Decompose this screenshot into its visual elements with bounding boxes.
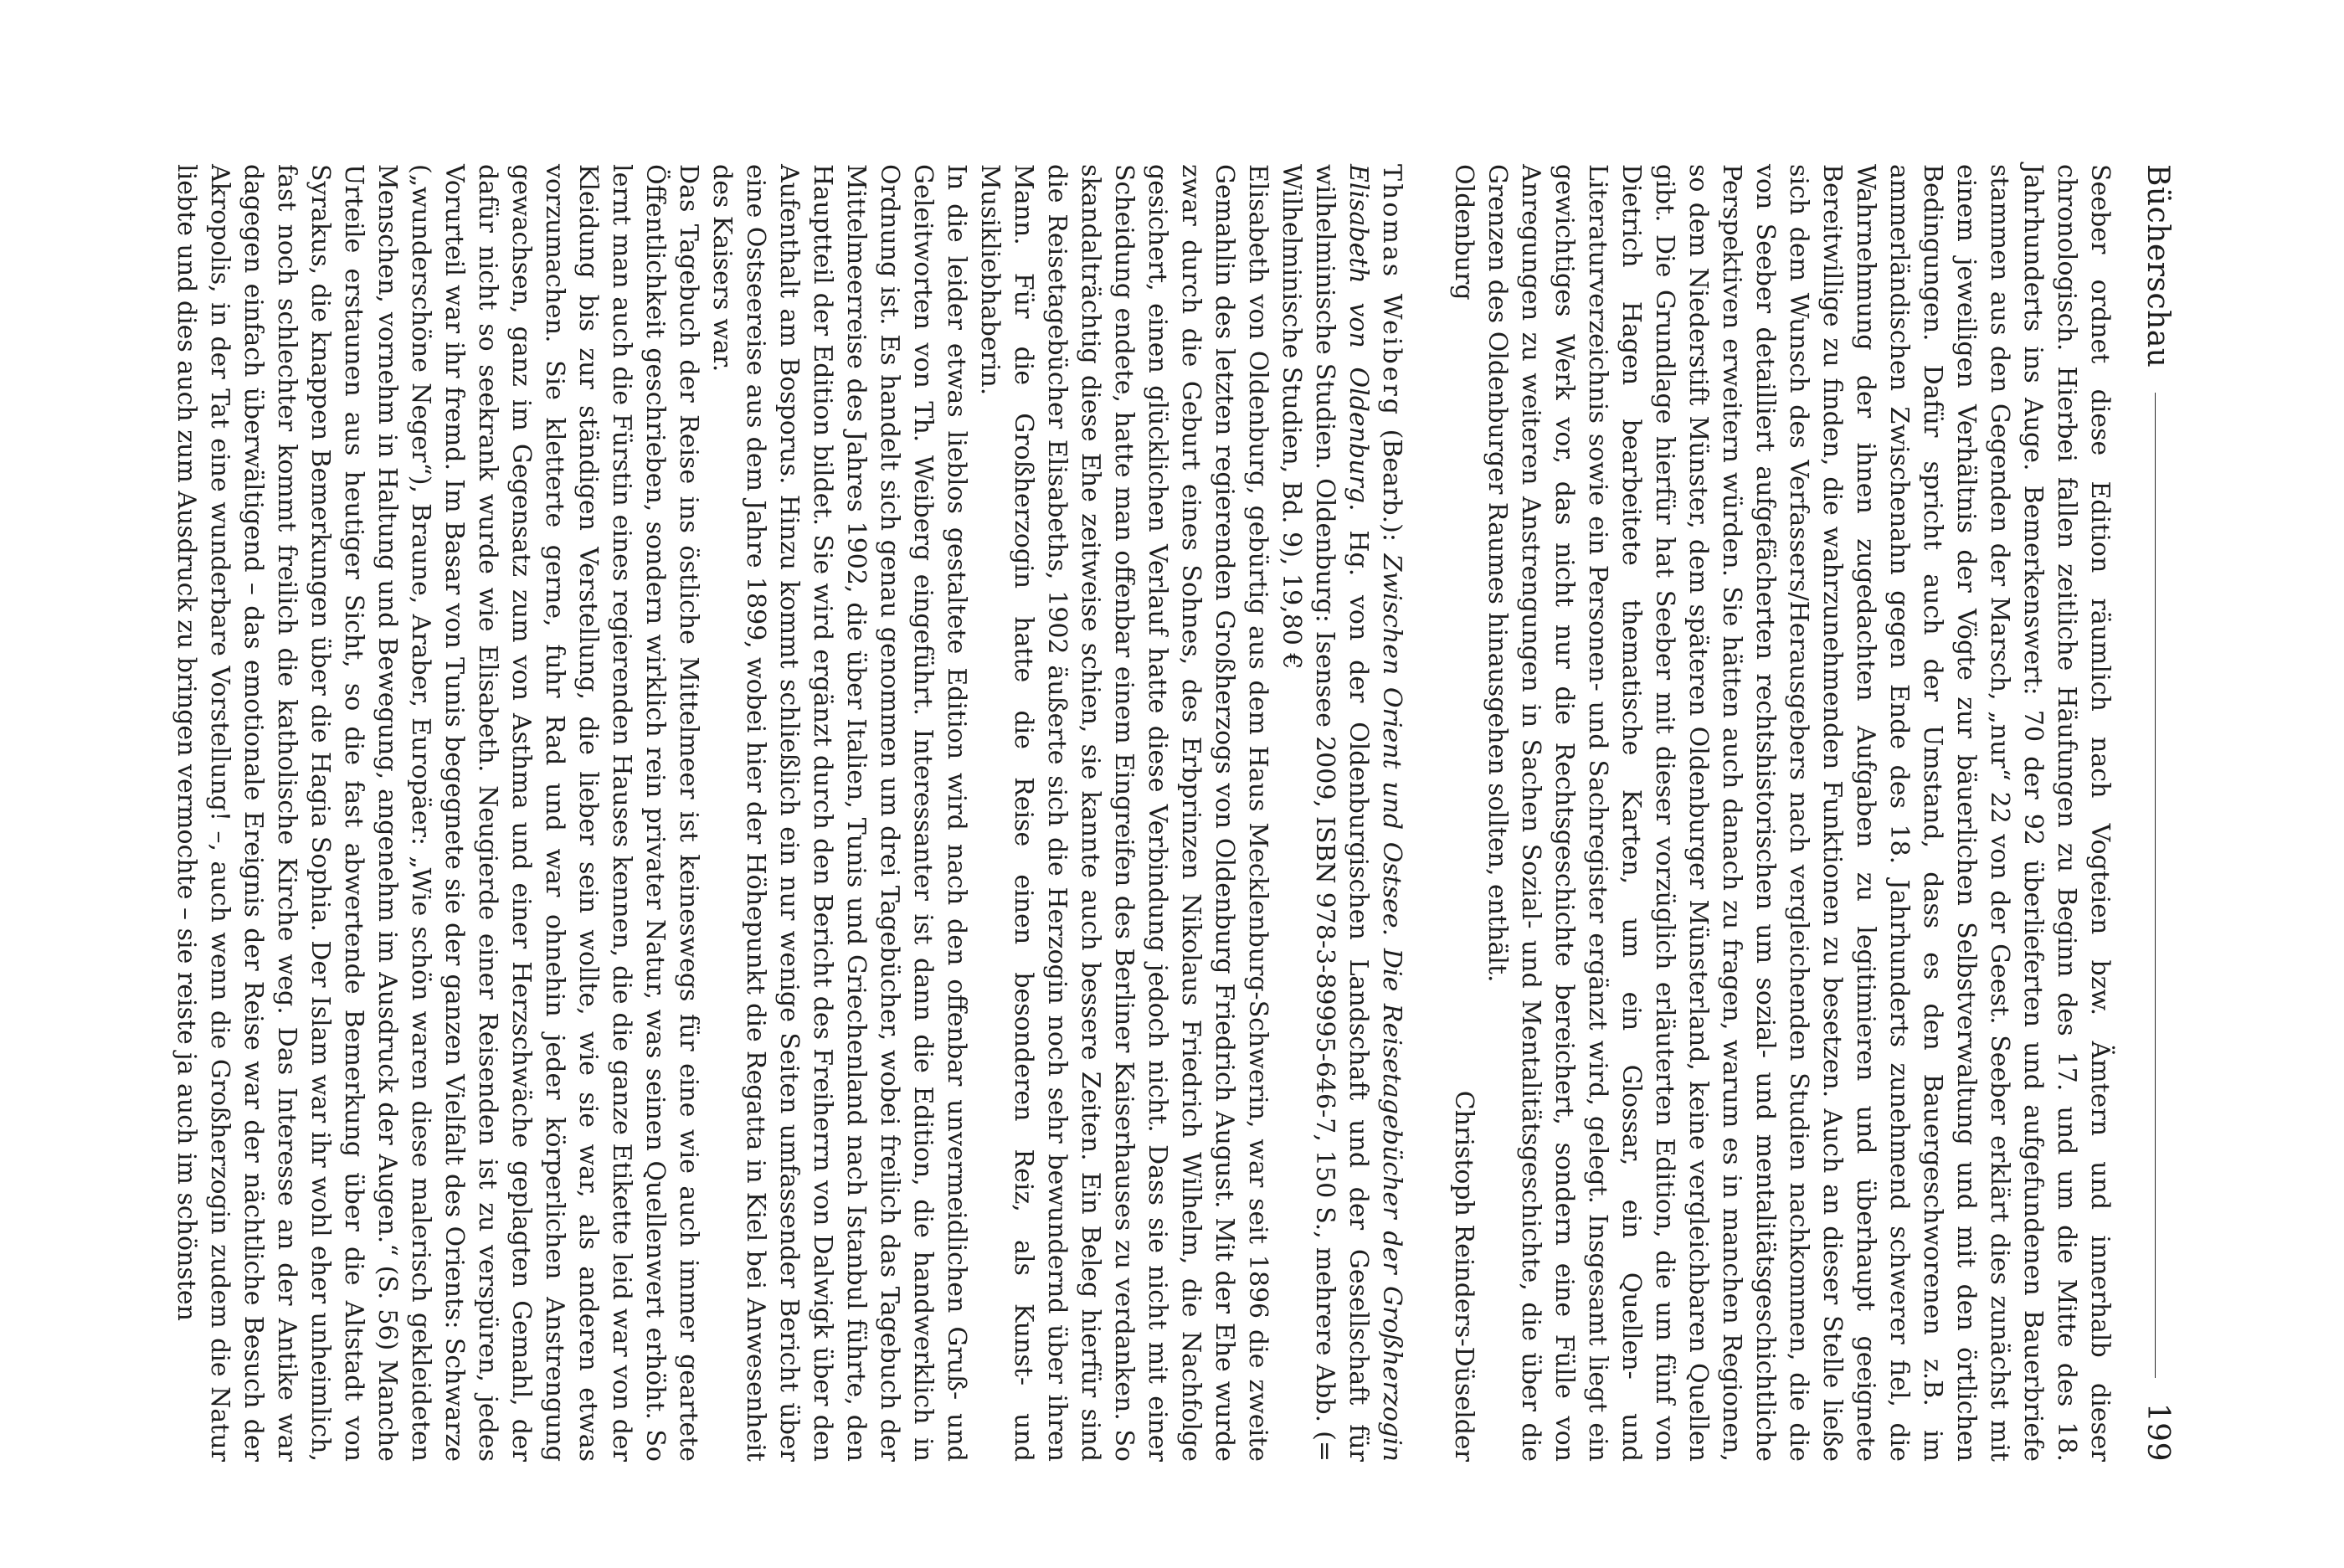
running-header: [2131, 164, 2185, 1462]
page-number: 199: [2141, 1402, 2176, 1462]
review1-signature: [1447, 164, 1480, 1462]
review2-paragraph-1: Elisabeth von Oldenburg, gebürtig aus dem Haus Mecklenburg-Schwerin, war seit 1896 die zweite Gemahlin des letzten regierenden Großherzogs von Oldenburg Friedrich August. Mit der Ehe wurde zwar durch die Geburt eines Sohnes, des Erbprinzen Nikolaus Friedrich Wilhelm, die Nachfolge gesichert, einen glücklichen Verlauf hatte diese Verbindung jedoch nicht. Dass sie nicht mit einer Scheidung endete, hatte man offenbar einem Eingreifen des Berliner Kaiserhauses zu verdanken. So skandalträchtig diese Ehe zeitweise schien, sie kannte auch bessere Zeiten. Ein Beleg hierfür sind die Reisetagebücher Elisabeths, 1902 äußerte sich die Herzogin noch sehr bewundernd über ihren Mann. Für die Großherzogin hatte die Reise einen besonderen Reiz, als Kunst- und Musikliebhaberin.: [975, 164, 1272, 1462]
review1-reviewer: Christoph Reinders-Düselder: [1449, 1090, 1478, 1462]
review1-place: Oldenburg: [1449, 164, 1478, 301]
section-gap: [1408, 164, 1447, 1462]
biblio-title: Zwischen Orient und Ostsee. Die Reisetagebücher der Großherzogin Elisabeth von Oldenburg: [1344, 164, 1406, 1462]
review1-paragraph: Seeber ordnet diese Edition räumlich nach Vogteien bzw. Ämtern und innerhalb dieser chronologisch. Hierbei fallen zeitliche Häufungen zu Beginn des 17. und um die Mitte des 18. Jahrhunderts ins Auge. Bemerkenswert: 70 der 92 überlieferten und aufgefundenen Bauerbriefe stammen aus den Gegenden der Marsch, „nur“ 22 von der Geest. Seeber erklärt dies zunächst mit einem jeweiligen Verhältnis der Vögte zur bäuerlichen Selbstverwaltung und mit den örtlichen Bedingungen. Dafür spricht auch der Umstand, dass es den Bauergeschworenen z.B. im ammerländischen Zwischenahn gegen Ende des 18. Jahrhunderts zunehmend schwerer fiel, die Wahrnehmung der ihnen zugedachten Aufgaben zu legitimieren und überhaupt geeignete Bereitwillige zu finden, die wahrzunehmenden Funktionen zu besetzen. Auch an dieser Stelle ließe sich dem Wunsch des Verfassers/Herausgebers nach vergleichenden Studien nachkommen, die die von Seeber detailliert aufgefächerten rechtshistorischen um sozial- und mentalitätsgeschichtliche Perspektiven erweitern würden. Sie hätten auch danach zu fragen, warum es in manchen Regionen, so dem Niederstift Münster, dem späteren Oldenburger Münsterland, keine vergleichbaren Quellen gibt. Die Grundlage hierfür hat Seeber mit dieser vorzüglich erläuterten Edition, die um fünf von Dietrich Hagen bearbeitete thematische Karten, um ein Glossar, ein Quellen- und Literaturverzeichnis sowie ein Personen- und Sachregister ergänzt wird, gelegt. Insgesamt liegt ein gewichtiges Werk vor, das nicht nur die Rechtsgeschichte bereichert, sondern eine Fülle von Anregungen zu weiteren Anstrengungen in Sachen Sozial- und Mentalitätsgeschichte, die über die Grenzen des Oldenburger Raumes hinausgehen sollten, enthält.: [1483, 164, 2115, 1462]
review2-paragraph-3: Das Tagebuch der Reise ins östliche Mittelmeer ist keineswegs für eine wie auch immer geartete Öffentlichkeit geschrieben, sondern wirklich rein privater Natur, was seinen Quellenwert erhöht. So lernt man auch die Fürstin eines regierenden Hauses kennen, die die ganze Etikette leid war von der Kleidung bis zur ständigen Verstellung, die lieber sein wollte, wie sie war, als anderen etwas vorzumachen. Sie kletterte gerne, fuhr Rad und war ohnehin jeder körperlichen Anstrengung gewachsen, ganz im Gegensatz zum von Asthma und einer Herzschwäche geplagten Gemahl, der dafür nicht so seekrank wurde wie Elisabeth. Neugierde einer Reisenden ist zu verspüren, jedes Vorurteil war ihr fremd. Im Basar von Tunis begegnete sie der ganzen Vielfalt des Orients: Schwarze („wunderschöne Neger“), Braune, Araber, Europäer: „Wie schön waren diese malerisch gekleideten Menschen, vornehm in Haltung und Bewegung, angenehm im Ausdruck der Augen.“ (S. 56) Manche Urteile erstaunen aus heutiger Sicht, so die fast abwertende Bemerkung über die Altstadt von Syrakus, die knappen Bemerkungen über die Hagia Sophia. Der Islam war ihr wohl eher unheimlich, fast noch schlechter kommt freilich die katholische Kirche weg. Das Interesse an der Antike war dagegen einfach überwältigend – das emotionale Ereignis der Reise war der nächtliche Besuch der Akropolis, in der Tat eine wunderbare Vorstellung! –, auch wenn die Großherzogin zudem die Natur liebte und dies auch zum Ausdruck zu bringen vermochte – sie reiste ja auch im schönsten: [172, 164, 703, 1462]
biblio-details: . Hg. von der Oldenburgischen Landschaft und der Gesellschaft für wilhelminische Studien. Oldenburg: Isensee 2009, ISBN 978-3-89995-646-7, 150 S., mehrere Abb. (= Wilhelminische Studien, Bd. 9), 19,80 €: [1277, 164, 1373, 1462]
running-title: Bücherschau: [2141, 164, 2176, 368]
article-body: [169, 164, 2116, 1462]
review2-paragraph-2: In die leider etwas lieblos gestaltete Edition wird nach den offenbar unvermeidlichen Gruß- und Geleitworten von Th. Weiberg eingeführt. Interessanter ist dann die Edition, die handwerklich in Ordnung ist. Es handelt sich genau genommen um drei Tagebücher, wobei freilich das Tagebuch der Mittelmeerreise des Jahres 1902, die über Italien, Tunis und Griechenland nach Istanbul führte, den Hauptteil der Edition bildet. Sie wird ergänzt durch den Bericht des Freiherrn von Dalwigk über den Aufenthalt am Bosporus. Hinzu kommt schließlich ein nur wenige Seiten umfassender Bericht über eine Ostseereise aus dem Jahre 1899, wobei hier der Höhepunkt die Regatta in Kiel bei Anwesenheit des Kaisers war.: [707, 164, 971, 1462]
biblio-role: (Bearb.):: [1377, 417, 1406, 554]
page-content: [169, 164, 2185, 1462]
review2-bibliography: [1274, 164, 1408, 1462]
biblio-author: Thomas Weiberg: [1377, 164, 1406, 418]
